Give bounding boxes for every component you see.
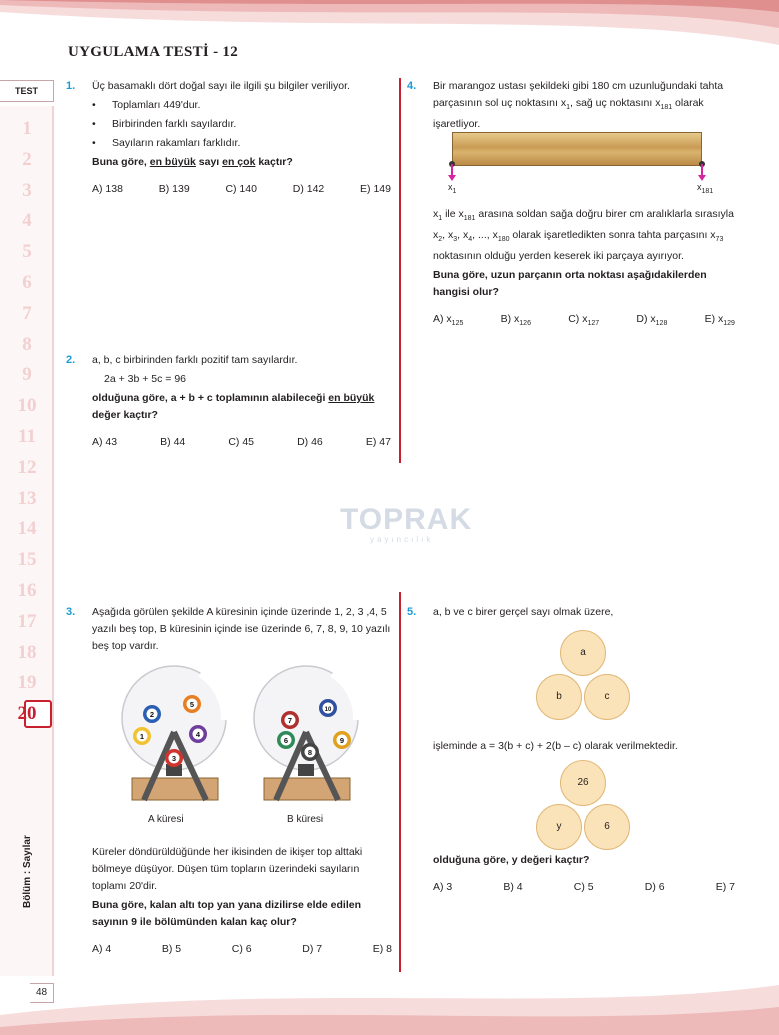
bullet-item: • Toplamları 449'dur. [92,97,391,114]
test-number-10[interactable]: 10 [17,395,37,417]
test-number-17[interactable]: 17 [17,610,37,632]
question-intro: a, b, c birbirinden farklı pozitif tam sayılardır. [92,354,298,366]
question-number: 2. [66,354,76,366]
sphere-a-label: A küresi [148,814,184,825]
option-c[interactable]: C) 5 [573,881,594,893]
circle-right: 6 [584,804,630,850]
test-number-12[interactable]: 12 [17,456,37,478]
option-b[interactable]: B) 5 [161,943,182,955]
option-d[interactable]: D) 6 [644,881,665,893]
option-b[interactable]: B) $x_{126}$ [500,313,531,328]
ball-7-label: 7 [287,716,293,725]
column-divider-bottom [399,592,401,972]
question-5-body [433,852,735,896]
test-number-2[interactable]: 2 [22,148,32,170]
option-e[interactable]: E) $x_{129}$ [704,313,735,328]
equation: 2a + 3b + 5c = 96 [104,373,187,385]
test-number-3[interactable]: 3 [22,179,32,201]
question-intro: Bir marangoz ustası şekildeki gibi 180 cm uzunluğundaki tahta parçasının sol uç noktasını $x_1$, sağ uç noktasını $x_{181}$ olarak işaretliyor. [433,80,724,131]
option-b[interactable]: B) 139 [158,183,190,195]
test-number-1[interactable]: 1 [22,118,32,139]
option-d[interactable]: D) 7 [302,943,323,955]
question-body: Küreler döndürüldüğünde her ikisinden de ikişer top alttaki bölmeye düşüyor. Düşen tüm topların üzerindeki sayıların toplamı 20'dir. [92,846,363,892]
ball-10-label: 10 [324,707,332,713]
option-e[interactable]: E) 149 [360,183,391,195]
question-3 [66,604,391,655]
page-number: 48 [30,983,54,1003]
circle-figure-1 [536,630,636,722]
question-4-body [433,206,735,332]
circle-top: 26 [560,760,606,806]
option-c[interactable]: C) 140 [225,183,257,195]
answer-options [433,879,735,896]
test-number-8[interactable]: 8 [22,333,32,355]
option-b[interactable]: B) 4 [503,881,523,893]
test-number-15[interactable]: 15 [17,549,37,571]
answer-options [92,941,392,958]
answer-options [433,311,735,332]
ball-9-label: 9 [339,736,345,745]
test-number-7[interactable]: 7 [22,302,32,324]
option-c[interactable]: C) 45 [228,436,255,448]
option-e[interactable]: E) 8 [372,943,392,955]
ball-3-label: 3 [171,754,177,763]
test-number-14[interactable]: 14 [17,518,37,540]
test-tab: TEST [0,80,54,102]
ball-4-label: 4 [195,730,201,739]
question-2 [66,352,391,451]
sphere-b-label: B küresi [287,814,324,825]
question-number: 4. [407,80,417,92]
footer-swoosh [0,975,779,1035]
label-x181: $x_{181}$ [697,182,714,195]
test-number-13[interactable]: 13 [17,487,37,509]
section-label [22,890,33,908]
option-d[interactable]: D) 142 [292,183,325,195]
question-number: 5. [407,606,417,618]
option-e[interactable]: E) 7 [715,881,735,893]
test-number-18[interactable]: 18 [17,641,37,663]
test-number-5[interactable]: 5 [22,241,32,263]
test-number-9[interactable]: 9 [22,364,32,386]
option-b[interactable]: B) 44 [160,436,186,448]
watermark-subtitle: yayıncılık [370,535,434,544]
answer-options [92,434,391,451]
ball-8-label: 8 [307,748,313,757]
question-stem: olduğuna göre, y değeri kaçtır? [433,854,590,866]
page-title: UYGULAMA TESTİ - 12 [68,44,239,60]
question-number: 3. [66,606,76,618]
circle-left: y [536,804,582,850]
question-1 [66,78,391,198]
circle-left: b [536,674,582,720]
option-a[interactable]: A) 43 [92,436,118,448]
question-stem: Buna göre, uzun parçanın orta noktası aşağıdakilerden hangisi olur? [433,269,707,299]
question-number: 1. [66,80,76,92]
option-d[interactable]: D) $x_{128}$ [636,313,668,328]
question-3-body [92,844,392,958]
question-stem: Buna göre, kalan altı top yan yana dizilirse elde edilen sayının 9 ile bölümünden kalan kaç olur? [92,899,361,928]
label-x1: $x_1$ [448,182,457,195]
question-intro: a, b ve c birer gerçel sayı olmak üzere, [433,606,614,618]
circle-figure-2 [536,760,636,852]
ball-5-label: 5 [189,700,195,709]
test-number-20[interactable]: 20 [17,703,37,725]
question-5 [407,604,737,621]
question-4 [407,78,737,133]
watermark: TOPRAK [340,503,473,536]
plank-markers [446,158,714,184]
option-a[interactable]: A) 138 [92,183,123,195]
question-body: $x_1$ ile $x_{181}$ arasına soldan sağa doğru birer cm aralıklarla sırasıyla $x_2$, $x_3$, $x_4$, ..., $x_{180}$ olarak işaretledikten sonra tahta parçasını $x_{73}$ noktasının olduğu yerden keserek iki parçaya ayırıyor. [433,208,734,263]
option-c[interactable]: C) 6 [231,943,252,955]
test-number-16[interactable]: 16 [17,580,37,601]
test-number-11[interactable]: 11 [18,426,36,447]
question-stem: olduğuna göre, a + b + c toplamının alabileceği en büyük değer kaçtır? [92,392,375,421]
option-c[interactable]: C) $x_{127}$ [568,313,600,328]
operation-rule: işleminde a = 3(b + c) + 2(b – c) olarak verilmektedir. [433,740,678,752]
ball-6-label: 6 [283,736,289,745]
question-stem: Buna göre, en büyük sayı en çok kaçtır? [92,156,293,168]
circle-right: c [584,674,630,720]
bullet-item: • Sayıların rakamları farklıdır. [92,135,391,152]
answer-options [92,181,391,198]
option-a[interactable]: A) $x_{125}$ [433,313,464,328]
test-number-19[interactable]: 19 [17,672,37,694]
option-e[interactable]: E) 47 [365,436,391,448]
option-a[interactable]: A) 3 [433,881,453,893]
question-intro: Üç basamaklı dört doğal sayı ile ilgili şu bilgiler veriliyor. [92,80,350,92]
option-a[interactable]: A) 4 [92,943,112,955]
ball-2-label: 2 [149,710,155,719]
test-number-4[interactable]: 4 [22,210,32,232]
circle-top: a [560,630,606,676]
lottery-spheres-figure [110,660,370,810]
option-d[interactable]: D) 46 [297,436,323,448]
test-number-6[interactable]: 6 [22,272,32,293]
question-intro: Aşağıda görülen şekilde A küresinin içinde üzerinde 1, 2, 3 ,4, 5 yazılı beş top, B küresinin içinde ise üzerinde 6, 7, 8, 9, 10 yazılı beş top vardır. [92,606,391,652]
column-divider-top [399,78,401,463]
ball-1-label: 1 [139,732,145,741]
bullet-item: • Birbirinden farklı sayılardır. [92,116,391,133]
